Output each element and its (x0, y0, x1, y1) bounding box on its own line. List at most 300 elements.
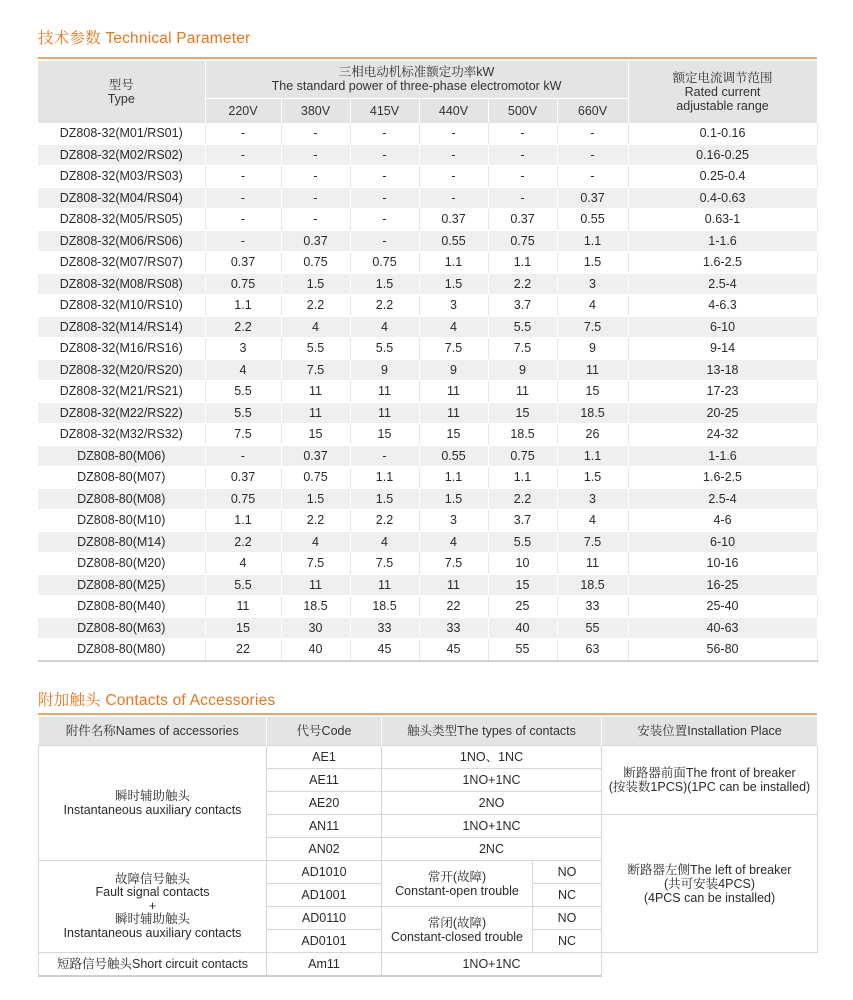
type-cell: DZ808-80(M20) (38, 553, 205, 575)
technical-title-en: Technical Parameter (105, 30, 251, 47)
power-cell: 33 (350, 617, 419, 639)
power-cell: 5.5 (350, 338, 419, 360)
power-cell: 11 (350, 381, 419, 403)
power-cell: 0.37 (419, 209, 488, 231)
power-cell: - (419, 123, 488, 144)
type-cell: DZ808-32(M22/RS22) (38, 402, 205, 424)
power-cell: 2.2 (281, 510, 350, 532)
technical-title-rule (38, 57, 817, 59)
power-cell: 5.5 (488, 316, 557, 338)
power-cell: 0.37 (281, 445, 350, 467)
instantaneous-en: Instantaneous auxiliary contacts (63, 803, 242, 817)
power-cell: 1.1 (205, 295, 281, 317)
power-cell: 15 (281, 424, 350, 446)
power-cell: 45 (419, 639, 488, 661)
power-cell: 2.2 (205, 316, 281, 338)
power-cell: 9 (488, 359, 557, 381)
power-cell: 5.5 (205, 574, 281, 596)
power-cell: 11 (205, 596, 281, 618)
technical-title-cn: 技术参数 (38, 30, 101, 47)
power-cell: 1.1 (205, 510, 281, 532)
power-cell: - (557, 123, 628, 144)
power-cell: 18.5 (557, 402, 628, 424)
table-row (38, 381, 817, 403)
place-front-line2: (按装数1PCS)(1PC can be installed) (608, 780, 811, 794)
power-cell: - (205, 230, 281, 252)
accessory-row (39, 746, 818, 769)
power-cell: 3 (557, 488, 628, 510)
technical-title (38, 26, 250, 48)
type-cell: DZ808-80(M06) (38, 445, 205, 467)
accessories-table (38, 717, 818, 977)
power-cell: 18.5 (488, 424, 557, 446)
type-cell: DZ808-32(M14/RS14) (38, 316, 205, 338)
power-header-en: The standard power of three-phase electromotor kW (271, 79, 562, 94)
short-circuit-name: 短路信号触头Short circuit contacts (39, 953, 267, 977)
range-cell: 56-80 (628, 639, 817, 661)
accessory-place-header: 安装位置Installation Place (602, 717, 818, 746)
type-cell: DZ808-32(M20/RS20) (38, 359, 205, 381)
accessory-row (39, 953, 818, 977)
table-row (38, 467, 817, 489)
power-cell: 11 (281, 402, 350, 424)
table-row (38, 273, 817, 295)
open-group-en: Constant-open trouble (395, 883, 519, 898)
power-cell: 11 (350, 402, 419, 424)
power-cell: 45 (350, 639, 419, 661)
power-cell: 7.5 (557, 316, 628, 338)
power-cell: 1.1 (557, 445, 628, 467)
type-cell: DZ808-80(M14) (38, 531, 205, 553)
power-cell: 0.55 (419, 445, 488, 467)
voltage-header: 380V (281, 98, 350, 123)
power-cell: 2.2 (488, 488, 557, 510)
power-cell: 15 (557, 381, 628, 403)
power-cell: 7.5 (205, 424, 281, 446)
power-cell: - (488, 123, 557, 144)
range-cell: 6-10 (628, 316, 817, 338)
power-cell: 40 (488, 617, 557, 639)
power-header (205, 61, 628, 98)
type-header-en: Type (107, 92, 135, 106)
power-cell: 2.2 (350, 510, 419, 532)
table-row (38, 574, 817, 596)
power-cell: 0.75 (488, 445, 557, 467)
power-cell: 1.5 (281, 273, 350, 295)
power-cell: 7.5 (488, 338, 557, 360)
table-row (38, 359, 817, 381)
power-cell: - (205, 209, 281, 231)
accessories-title-cn: 附加触头 (38, 692, 101, 709)
power-cell: 1.5 (350, 273, 419, 295)
range-header-en: Rated current adjustable range (676, 85, 769, 113)
power-cell: 30 (281, 617, 350, 639)
power-cell: 1.5 (281, 488, 350, 510)
power-cell: 1.5 (350, 488, 419, 510)
place-front-cell (602, 746, 818, 815)
instantaneous-contacts-cell (39, 746, 267, 861)
power-cell: 4 (350, 531, 419, 553)
table-row (38, 316, 817, 338)
type-cell: DZ808-80(M10) (38, 510, 205, 532)
power-cell: 5.5 (205, 381, 281, 403)
accessory-code: AD1010 (267, 861, 382, 884)
type-cell: DZ808-32(M02/RS02) (38, 144, 205, 166)
power-cell: - (350, 187, 419, 209)
type-cell: DZ808-80(M07) (38, 467, 205, 489)
table-row (38, 123, 817, 144)
power-cell: 0.37 (281, 230, 350, 252)
power-cell: 25 (488, 596, 557, 618)
power-cell: 11 (557, 359, 628, 381)
power-cell: 0.75 (281, 467, 350, 489)
accessory-name-header: 附件名称Names of accessories (39, 717, 267, 746)
power-cell: 1.5 (419, 273, 488, 295)
power-cell: 1.5 (419, 488, 488, 510)
power-cell: 11 (281, 574, 350, 596)
range-cell: 16-25 (628, 574, 817, 596)
contact-state: NO (533, 907, 602, 930)
power-cell: 0.37 (205, 252, 281, 274)
power-cell: 0.55 (557, 209, 628, 231)
contact-state: NO (533, 861, 602, 884)
power-cell: 3 (205, 338, 281, 360)
power-cell: - (488, 144, 557, 166)
power-cell: 7.5 (281, 359, 350, 381)
range-cell: 0.1-0.16 (628, 123, 817, 144)
constant-closed-cell (382, 907, 533, 953)
power-cell: 7.5 (350, 553, 419, 575)
power-cell: 4 (281, 316, 350, 338)
power-cell: - (488, 166, 557, 188)
power-cell: 33 (419, 617, 488, 639)
type-header-cn: 型号 (108, 78, 134, 92)
power-cell: 40 (281, 639, 350, 661)
power-cell: 9 (557, 338, 628, 360)
power-cell: 33 (557, 596, 628, 618)
range-cell: 1-1.6 (628, 445, 817, 467)
power-cell: 15 (488, 402, 557, 424)
table-row (38, 488, 817, 510)
type-cell: DZ808-80(M63) (38, 617, 205, 639)
table-row (38, 510, 817, 532)
power-cell: - (419, 187, 488, 209)
table-row (38, 553, 817, 575)
table-row (38, 596, 817, 618)
range-cell: 25-40 (628, 596, 817, 618)
technical-table-body (38, 123, 817, 661)
power-cell: - (281, 166, 350, 188)
constant-open-cell (382, 861, 533, 907)
fault-en1: Fault signal contacts (95, 885, 210, 900)
power-cell: - (350, 209, 419, 231)
power-cell: 0.75 (205, 273, 281, 295)
power-cell: 15 (350, 424, 419, 446)
power-cell: 11 (419, 402, 488, 424)
accessory-type: 1NO+1NC (382, 769, 602, 792)
contact-state: NC (533, 884, 602, 907)
power-cell: - (350, 445, 419, 467)
power-cell: 4 (557, 295, 628, 317)
power-cell: 2.2 (205, 531, 281, 553)
type-cell: DZ808-32(M10/RS10) (38, 295, 205, 317)
type-cell: DZ808-80(M80) (38, 639, 205, 661)
closed-group-cn: 常闭(故障) (427, 915, 487, 930)
power-cell: 3.7 (488, 295, 557, 317)
power-cell: 63 (557, 639, 628, 661)
power-cell: 4 (419, 531, 488, 553)
accessory-code: AE1 (267, 746, 382, 769)
power-cell: 11 (419, 381, 488, 403)
power-cell: 9 (350, 359, 419, 381)
type-cell: DZ808-80(M40) (38, 596, 205, 618)
open-group-cn: 常开(故障) (427, 869, 487, 884)
table-row (38, 424, 817, 446)
table-row (38, 617, 817, 639)
type-cell: DZ808-80(M08) (38, 488, 205, 510)
range-cell: 4-6 (628, 510, 817, 532)
power-cell: - (350, 230, 419, 252)
power-cell: 5.5 (488, 531, 557, 553)
range-cell: 2.5-4 (628, 488, 817, 510)
power-cell: 2.2 (488, 273, 557, 295)
type-cell: DZ808-32(M08/RS08) (38, 273, 205, 295)
voltage-header: 660V (557, 98, 628, 123)
range-cell: 40-63 (628, 617, 817, 639)
power-cell: 0.75 (350, 252, 419, 274)
accessory-type: 1NO+1NC (382, 815, 602, 838)
range-cell: 2.5-4 (628, 273, 817, 295)
place-left-line3: (4PCS can be installed) (643, 890, 776, 905)
type-cell: DZ808-32(M32/RS32) (38, 424, 205, 446)
range-cell: 0.25-0.4 (628, 166, 817, 188)
power-cell: 5.5 (205, 402, 281, 424)
power-cell: 15 (488, 574, 557, 596)
fault-signal-cell (39, 861, 267, 953)
power-cell: 7.5 (419, 338, 488, 360)
power-cell: 11 (281, 381, 350, 403)
range-cell: 0.16-0.25 (628, 144, 817, 166)
power-cell: 1.1 (419, 252, 488, 274)
accessory-code: AN02 (267, 838, 382, 861)
range-cell: 9-14 (628, 338, 817, 360)
accessory-code: AE11 (267, 769, 382, 792)
type-cell: DZ808-32(M04/RS04) (38, 187, 205, 209)
power-cell: 4 (205, 553, 281, 575)
accessories-title-en: Contacts of Accessories (105, 692, 276, 709)
power-cell: - (281, 144, 350, 166)
table-row (38, 531, 817, 553)
power-cell: 7.5 (557, 531, 628, 553)
power-cell: 11 (557, 553, 628, 575)
power-cell: 11 (350, 574, 419, 596)
power-header-cn: 三相电动机标准额定功率kW (338, 65, 495, 80)
table-row (38, 338, 817, 360)
accessory-code: AD1001 (267, 884, 382, 907)
accessories-title (38, 688, 275, 710)
range-header (628, 61, 817, 123)
power-cell: 0.75 (281, 252, 350, 274)
range-cell: 4-6.3 (628, 295, 817, 317)
power-cell: 10 (488, 553, 557, 575)
power-cell: 15 (205, 617, 281, 639)
range-cell: 0.63-1 (628, 209, 817, 231)
power-cell: 3 (419, 510, 488, 532)
accessory-types-header: 触头类型The types of contacts (382, 717, 602, 746)
accessory-code: AN11 (267, 815, 382, 838)
power-cell: - (281, 209, 350, 231)
power-cell: 55 (488, 639, 557, 661)
power-cell: 0.75 (205, 488, 281, 510)
range-cell: 10-16 (628, 553, 817, 575)
range-cell: 1.6-2.5 (628, 252, 817, 274)
accessory-type: 1NO+1NC (382, 953, 602, 977)
power-cell: - (205, 166, 281, 188)
accessory-code: AE20 (267, 792, 382, 815)
power-cell: - (281, 123, 350, 144)
table-row (38, 187, 817, 209)
power-cell: 0.75 (488, 230, 557, 252)
range-header-cn: 额定电流调节范围 (672, 71, 773, 85)
power-cell: 2.2 (350, 295, 419, 317)
technical-parameter-table (38, 61, 818, 662)
power-cell: 4 (350, 316, 419, 338)
power-cell: 4 (205, 359, 281, 381)
table-row (38, 166, 817, 188)
power-cell: 11 (488, 381, 557, 403)
power-cell: - (350, 144, 419, 166)
power-cell: 1.1 (557, 230, 628, 252)
power-cell: 18.5 (350, 596, 419, 618)
fault-cn2: 瞬时辅助触头 (114, 912, 190, 927)
power-cell: 55 (557, 617, 628, 639)
power-cell: - (205, 187, 281, 209)
power-cell: 3 (419, 295, 488, 317)
type-header (38, 61, 205, 123)
power-cell: - (350, 166, 419, 188)
closed-group-en: Constant-closed trouble (390, 929, 524, 944)
table-row (38, 209, 817, 231)
type-cell: DZ808-32(M21/RS21) (38, 381, 205, 403)
power-cell: 0.37 (557, 187, 628, 209)
accessories-title-rule (38, 713, 817, 715)
range-cell: 1-1.6 (628, 230, 817, 252)
table-row (38, 402, 817, 424)
table-row (38, 295, 817, 317)
table-row (38, 639, 817, 661)
range-cell: 1.6-2.5 (628, 467, 817, 489)
accessory-code: AD0101 (267, 930, 382, 953)
accessory-code-header: 代号Code (267, 717, 382, 746)
power-cell: 1.1 (419, 467, 488, 489)
accessory-type: 2NC (382, 838, 602, 861)
power-cell: - (205, 445, 281, 467)
power-cell: - (419, 166, 488, 188)
accessory-code: Am11 (267, 953, 382, 977)
fault-plus: + (148, 898, 157, 913)
power-cell: - (205, 144, 281, 166)
power-cell: 0.37 (488, 209, 557, 231)
power-cell: 5.5 (281, 338, 350, 360)
type-cell: DZ808-32(M03/RS03) (38, 166, 205, 188)
range-cell: 20-25 (628, 402, 817, 424)
voltage-header: 500V (488, 98, 557, 123)
voltage-header: 440V (419, 98, 488, 123)
voltage-header: 220V (205, 98, 281, 123)
power-cell: - (205, 123, 281, 144)
power-cell: 3.7 (488, 510, 557, 532)
power-cell: 11 (419, 574, 488, 596)
power-cell: 1.5 (557, 252, 628, 274)
type-cell: DZ808-80(M25) (38, 574, 205, 596)
power-cell: 1.5 (557, 467, 628, 489)
power-cell: 1.1 (350, 467, 419, 489)
power-cell: 0.55 (419, 230, 488, 252)
range-cell: 24-32 (628, 424, 817, 446)
power-cell: 15 (419, 424, 488, 446)
power-cell: - (488, 187, 557, 209)
accessory-type: 1NO、1NC (382, 746, 602, 769)
accessory-type: 2NO (382, 792, 602, 815)
fault-cn1: 故障信号触头 (114, 871, 190, 886)
fault-en2: Instantaneous auxiliary contacts (63, 925, 242, 940)
power-cell: - (557, 166, 628, 188)
power-cell: 22 (419, 596, 488, 618)
power-cell: 18.5 (281, 596, 350, 618)
power-cell: 2.2 (281, 295, 350, 317)
power-cell: - (557, 144, 628, 166)
power-cell: 1.1 (488, 252, 557, 274)
table-row (38, 230, 817, 252)
voltage-header: 415V (350, 98, 419, 123)
range-cell: 17-23 (628, 381, 817, 403)
power-cell: 4 (281, 531, 350, 553)
power-cell: 4 (557, 510, 628, 532)
instantaneous-cn: 瞬时辅助触头 (114, 789, 190, 803)
type-cell: DZ808-32(M01/RS01) (38, 123, 205, 144)
power-cell: - (419, 144, 488, 166)
type-cell: DZ808-32(M07/RS07) (38, 252, 205, 274)
power-cell: 3 (557, 273, 628, 295)
place-left-line1: 断路器左侧The left of breaker (627, 862, 792, 877)
range-cell: 6-10 (628, 531, 817, 553)
table-row (38, 144, 817, 166)
power-cell: - (350, 123, 419, 144)
range-cell: 13-18 (628, 359, 817, 381)
power-cell: 9 (419, 359, 488, 381)
power-cell: 1.1 (488, 467, 557, 489)
power-cell: 22 (205, 639, 281, 661)
place-front-line1: 断路器前面The front of breaker (623, 766, 796, 780)
power-cell: 7.5 (281, 553, 350, 575)
power-cell: 0.37 (205, 467, 281, 489)
power-cell: 4 (419, 316, 488, 338)
table-row (38, 445, 817, 467)
power-cell: 7.5 (419, 553, 488, 575)
power-cell: 18.5 (557, 574, 628, 596)
contact-state: NC (533, 930, 602, 953)
power-cell: - (281, 187, 350, 209)
table-row (38, 252, 817, 274)
type-cell: DZ808-32(M16/RS16) (38, 338, 205, 360)
place-left-line2: (共可安装4PCS) (664, 876, 755, 891)
place-left-cell (602, 815, 818, 953)
type-cell: DZ808-32(M06/RS06) (38, 230, 205, 252)
type-cell: DZ808-32(M05/RS05) (38, 209, 205, 231)
range-cell: 0.4-0.63 (628, 187, 817, 209)
power-cell: 26 (557, 424, 628, 446)
accessory-code: AD0110 (267, 907, 382, 930)
